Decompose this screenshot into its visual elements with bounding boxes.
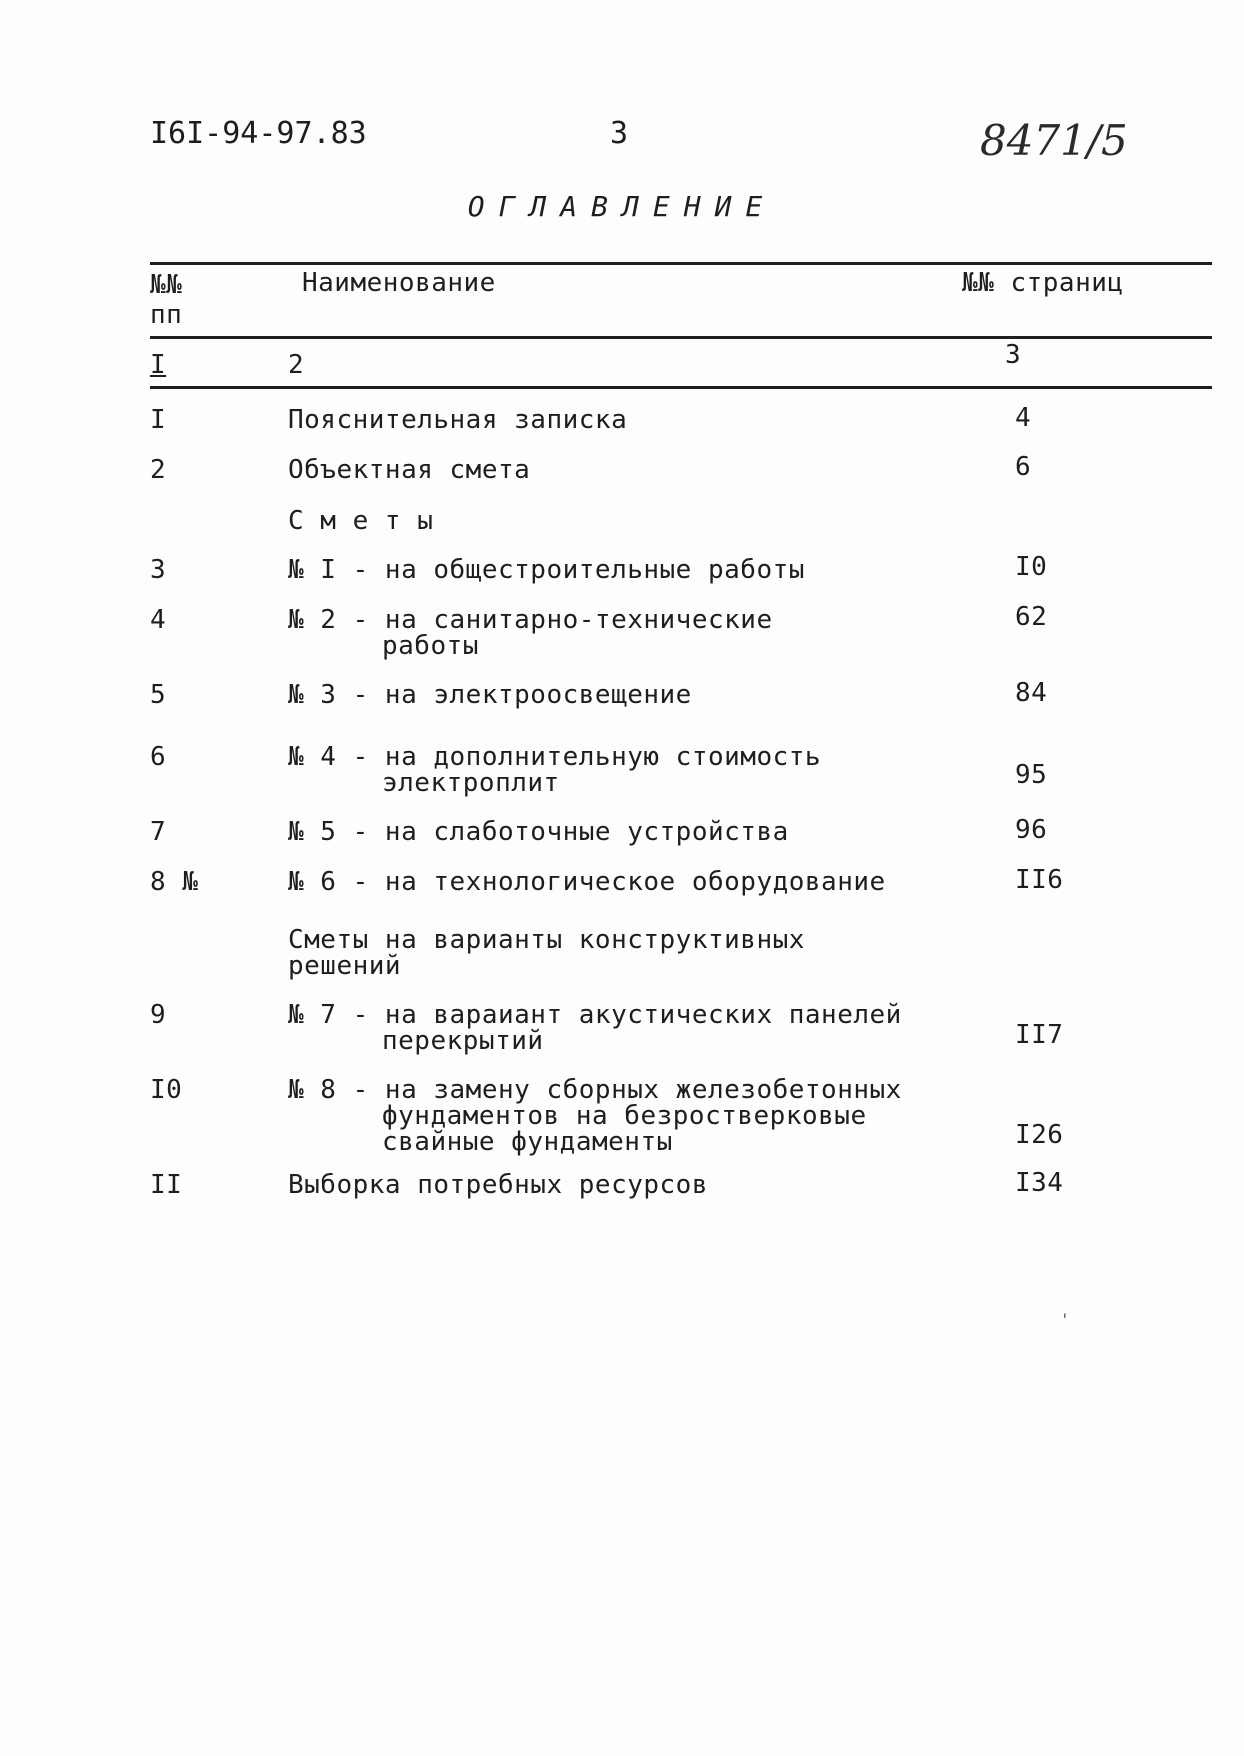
- table-top-rule: [150, 262, 1212, 265]
- row-number: 9: [150, 1000, 167, 1030]
- row-page: 62: [1015, 602, 1048, 632]
- row-page: II7: [1015, 1020, 1064, 1050]
- row-title: Объектная смета: [288, 455, 531, 485]
- page-number: 3: [610, 116, 629, 151]
- row-number: 7: [150, 817, 167, 847]
- header-num-column: №№ пп: [150, 270, 183, 330]
- row-title-continued: работы: [382, 631, 479, 661]
- row-number: 2: [150, 455, 167, 485]
- row-title: № 7 - на вараиант акустических панелей: [288, 1000, 902, 1030]
- row-title: № 6 - на технологическое оборудование: [288, 867, 886, 897]
- row-page: I34: [1015, 1168, 1064, 1198]
- section-heading: С м е т ы: [288, 506, 434, 536]
- column-number-1: I: [150, 350, 167, 380]
- row-number: I0: [150, 1075, 183, 1105]
- row-title: № I - на общестроительные работы: [288, 555, 805, 585]
- row-title: № 3 - на электроосвещение: [288, 680, 692, 710]
- document-code: I6I-94-97.83: [150, 116, 367, 151]
- row-page: I26: [1015, 1120, 1064, 1150]
- section-heading: Сметы на варианты конструктивных: [288, 925, 805, 955]
- row-page: II6: [1015, 865, 1064, 895]
- row-title: № 5 - на слаботочные устройства: [288, 817, 789, 847]
- row-title: Выборка потребных ресурсов: [288, 1170, 708, 1200]
- row-page: 4: [1015, 403, 1032, 433]
- row-title-continued: перекрытий: [382, 1026, 544, 1056]
- column-numbers-rule: [150, 386, 1212, 389]
- header-name-column: Наименование: [302, 268, 496, 298]
- column-number-2: 2: [288, 350, 305, 380]
- row-number: II: [150, 1170, 183, 1200]
- header-pages-column: №№ страниц: [962, 268, 1124, 298]
- row-page: I0: [1015, 552, 1048, 582]
- row-number: 5: [150, 680, 167, 710]
- header-bottom-rule: [150, 336, 1212, 339]
- row-page: 96: [1015, 815, 1048, 845]
- page-title: ОГЛАВЛЕНИЕ: [467, 190, 777, 223]
- row-page: 6: [1015, 452, 1032, 482]
- handwritten-inventory-number: 8471/5: [980, 116, 1128, 165]
- row-number: 3: [150, 555, 167, 585]
- row-title: Пояснительная записка: [288, 405, 628, 435]
- row-title-continued: свайные фундаменты: [382, 1127, 673, 1157]
- row-number: 6: [150, 742, 167, 772]
- row-title: № 8 - на замену сборных железобетонных: [288, 1075, 902, 1105]
- row-title: № 2 - на санитарно-технические: [288, 605, 773, 635]
- row-page: 95: [1015, 760, 1048, 790]
- section-heading-continued: решений: [288, 951, 402, 981]
- row-number: 8 №: [150, 867, 199, 897]
- row-number: I: [150, 405, 167, 435]
- row-title-continued: фундаментов на безростверковые: [382, 1101, 867, 1131]
- row-title: № 4 - на дополнительную стоимость: [288, 742, 822, 772]
- stray-mark: ': [1060, 1310, 1070, 1329]
- row-number: 4: [150, 605, 167, 635]
- row-page: 84: [1015, 678, 1048, 708]
- column-number-3: 3: [1005, 340, 1022, 370]
- row-title-continued: электроплит: [382, 768, 560, 798]
